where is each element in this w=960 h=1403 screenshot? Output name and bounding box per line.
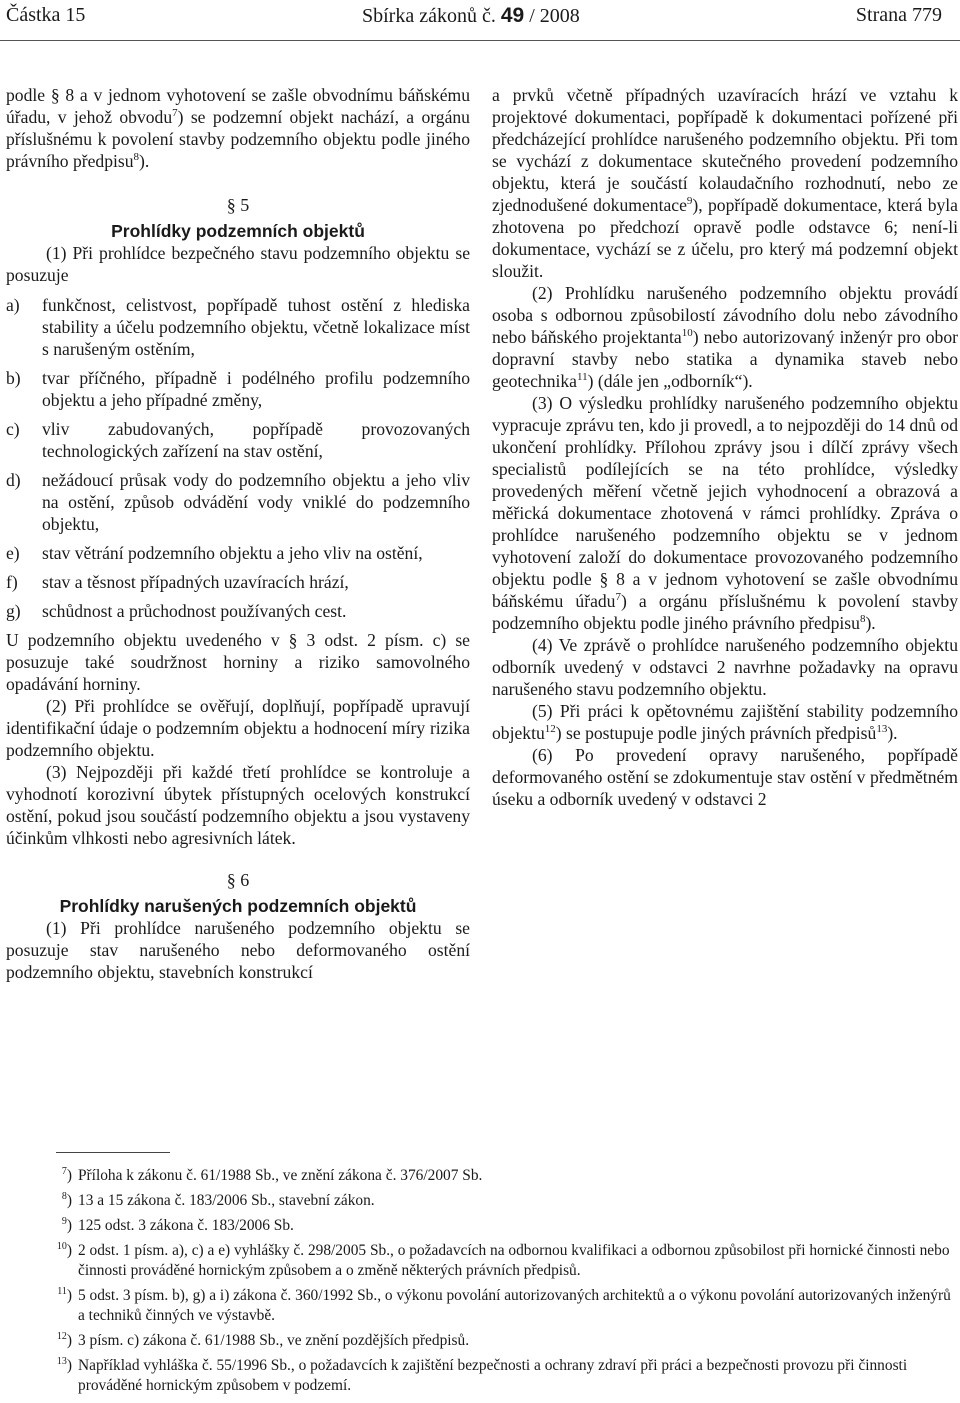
footnote-number: 9 bbox=[61, 1216, 67, 1227]
list-item-label: b) bbox=[6, 368, 21, 388]
left-column bbox=[6, 84, 470, 983]
footnote-number: 8 bbox=[61, 1191, 67, 1202]
footnote bbox=[42, 1166, 960, 1186]
paragraph: (1) Při prohlídce bezpečného stavu podzemního objektu se posuzuje bbox=[6, 243, 470, 285]
intro-paragraph bbox=[6, 84, 470, 172]
paragraph: (1) Při prohlídce narušeného podzemního objektu se posuzuje stav narušeného nebo deformovaného ostění podzemního objektu, stavebních konstrukcí bbox=[6, 918, 470, 982]
footnote bbox=[42, 1241, 960, 1281]
footnote-marker: $^{11}$) bbox=[57, 1286, 72, 1304]
footnote bbox=[42, 1331, 960, 1351]
list-item bbox=[6, 469, 470, 535]
list-item-text: stav větrání podzemního objektu a jeho vliv na ostění, bbox=[42, 543, 423, 563]
text-run: ). bbox=[887, 723, 898, 743]
footnote-marker: $^9$) bbox=[61, 1216, 72, 1234]
footnote-ref: 12 bbox=[544, 723, 556, 735]
right-column bbox=[492, 84, 958, 810]
list-item-text: tvar příčného, případně i podélného profilu podzemního objektu a jeho případné změny, bbox=[42, 368, 470, 410]
footnote bbox=[42, 1356, 960, 1396]
list-item bbox=[6, 542, 470, 564]
footnote bbox=[42, 1286, 960, 1326]
header-page: Strana 779 bbox=[855, 4, 942, 26]
footnote-marker: $^{12}$) bbox=[56, 1331, 72, 1349]
paragraph bbox=[492, 392, 958, 634]
footnote-number: 10 bbox=[56, 1241, 67, 1252]
text-run: ). bbox=[865, 613, 876, 633]
text-run: ) nebo autorizovaný inženýr pro obor dopravní stavby nebo statika a dynamika staveb nebo geotechnika bbox=[492, 327, 958, 391]
list-item-text: vliv zabudovaných, popřípadě provozovaných technologických zařízení na stav ostění, bbox=[42, 419, 470, 461]
list-item-label: c) bbox=[6, 419, 20, 439]
footnote-ref: 7 bbox=[615, 591, 621, 603]
footnote-text: 5 odst. 3 písm. b), g) a i) zákona č. 360/1992 Sb., o výkonu povolání autorizovaných architektů a o výkonu povolání autorizovaných inženýrů a techniků činných ve výstavbě. bbox=[78, 1287, 951, 1324]
page-header bbox=[6, 4, 942, 30]
section-title: Prohlídky podzemních objektů bbox=[111, 221, 365, 241]
header-collection bbox=[362, 4, 580, 28]
footnote bbox=[42, 1191, 960, 1211]
paragraph: U podzemního objektu uvedeného v § 3 odst. 2 písm. c) se posuzuje také soudržnost horniny a riziko samovolného opadávání horniny. bbox=[6, 630, 470, 694]
paragraph: (4) Ve zprávě o prohlídce narušeného podzemního objektu odborník uvedený v odstavci 2 navrhne požadavky na opravu narušeného stavu podzemního objektu. bbox=[492, 635, 958, 699]
header-collection-prefix: Sbírka zákonů č. bbox=[362, 5, 496, 27]
footnote-text: Například vyhláška č. 55/1996 Sb., o požadavcích k zajištění bezpečnosti a ochrany zdraví při práci a bezpečnosti provozu při činnosti prováděné hornickým způsobem v podzemí. bbox=[78, 1357, 908, 1394]
text-run: ). bbox=[139, 151, 150, 171]
footnotes bbox=[42, 1166, 960, 1401]
footnote-number: 13 bbox=[56, 1356, 67, 1367]
list-item-text: schůdnost a průchodnost používaných cest. bbox=[42, 601, 347, 621]
header-part: Částka 15 bbox=[6, 4, 86, 26]
section-heading-5 bbox=[6, 194, 470, 242]
paragraph: (3) Nejpozději při každé třetí prohlídce se kontroluje a vyhodnotí korozivní úbytek přístupných ocelových konstrukcí ostění, pokud jsou součástí podzemního objektu a jsou vystaveny účinkům vlhkosti nebo agresivních látek. bbox=[6, 762, 470, 848]
text-run: ) a orgánu příslušnému k povolení stavby podzemního objektu podle jiného právního předpisu bbox=[492, 591, 958, 633]
footnote-text: 125 odst. 3 zákona č. 183/2006 Sb. bbox=[78, 1217, 294, 1234]
footnote-ref: 11 bbox=[577, 371, 588, 383]
footnote-ref: 9 bbox=[686, 195, 693, 207]
footnote-marker: $^8$) bbox=[61, 1191, 72, 1209]
header-rule bbox=[0, 40, 960, 41]
list-item-label: g) bbox=[6, 601, 21, 621]
header-year: / 2008 bbox=[529, 5, 580, 27]
section-number: § 6 bbox=[226, 870, 250, 890]
footnote-text: 3 písm. c) zákona č. 61/1988 Sb., ve znění pozdějších předpisů. bbox=[78, 1332, 470, 1349]
list-item bbox=[6, 600, 470, 622]
text-run: podle § 8 a v jednom vyhotovení se zašle obvodnímu báňskému úřadu, v jehož obvodu bbox=[6, 85, 470, 127]
list-item bbox=[6, 294, 470, 360]
footnote-text: 2 odst. 1 písm. a), c) a e) vyhlášky č. 298/2005 Sb., o požadavcích na odbornou kvalifikaci a odbornou způsobilost při hornické činnosti nebo činnosti prováděné hornickým způsobem a o změně některých právních předpisů. bbox=[78, 1242, 950, 1279]
footnote-ref: 10 bbox=[681, 327, 693, 339]
footnote-ref: 8 bbox=[133, 151, 140, 163]
footnote-ref: 8 bbox=[859, 613, 866, 625]
paragraph: (2) Při prohlídce se ověřují, doplňují, popřípadě upravují identifikační údaje o podzemním objektu a hodnocení míry rizika podzemního objektu. bbox=[6, 696, 470, 760]
text-run: ) se podzemní objekt nachází, a orgánu příslušnému k povolení stavby podzemního objektu podle jiného právního předpisu bbox=[6, 107, 470, 171]
text-run: a prvků včetně případných uzavíracích hrází ve vztahu k projektové dokumentaci, popřípadě k dokumentaci pořízené při předcházející prohlídce narušeného podzemního objektu. Při tom se vychází z dokumentace skutečného provedení podzemního objektu, která je součástí kolaudačního rozhodnutí, nebo ze zjednodušené dokumentace bbox=[492, 85, 958, 215]
footnote-number: 11 bbox=[57, 1286, 67, 1297]
footnote-marker: $^7$) bbox=[61, 1166, 72, 1184]
footnote-number: 12 bbox=[56, 1331, 67, 1342]
list-item-label: e) bbox=[6, 543, 20, 563]
footnote bbox=[42, 1216, 960, 1236]
list-item-text: nežádoucí průsak vody do podzemního objektu a jeho vliv na ostění, způsob odvádění vody vniklé do podzemního objektu, bbox=[42, 470, 470, 534]
footnote-ref: 13 bbox=[876, 723, 888, 735]
footnote-text: 13 a 15 zákona č. 183/2006 Sb., stavební zákon. bbox=[78, 1192, 375, 1209]
header-issue-number: 49 bbox=[500, 4, 525, 27]
paragraph bbox=[492, 282, 958, 392]
list-item-text: stav a těsnost případných uzavíracích hrází, bbox=[42, 572, 349, 592]
section-heading-6 bbox=[6, 869, 470, 917]
footnote-text: Příloha k zákonu č. 61/1988 Sb., ve znění zákona č. 376/2007 Sb. bbox=[78, 1167, 483, 1184]
list-item-label: d) bbox=[6, 470, 21, 490]
text-run: ), popřípadě dokumentace, která byla zhotovena po předchozí opravě podle odstavce 6; není-li dokumentace, vychází se z účelu, pro který má podzemní objekt sloužit. bbox=[492, 195, 958, 281]
item-list bbox=[6, 294, 470, 622]
list-item-label: a) bbox=[6, 295, 20, 315]
footnote-rule bbox=[56, 1152, 170, 1153]
text-run: (2) Prohlídku narušeného podzemního objektu provádí osoba s odbornou způsobilostí závodního dolu nebo závodního nebo báňského projektanta bbox=[492, 283, 958, 347]
text-run: ) se postupuje podle jiných právních předpisů bbox=[555, 723, 877, 743]
list-item bbox=[6, 367, 470, 411]
text-run: (5) Při práci k opětovnému zajištění stability podzemního objektu bbox=[492, 701, 958, 743]
text-run: ) (dále jen „odborník“). bbox=[587, 371, 753, 391]
list-item-text: funkčnost, celistvost, popřípadě tuhost ostění z hlediska stability a účelu podzemního objektu, včetně lokalizace míst s narušeným ostěním, bbox=[42, 295, 470, 359]
list-item bbox=[6, 571, 470, 593]
footnote-marker: $^{13}$) bbox=[56, 1356, 72, 1374]
text-run: (3) O výsledku prohlídky narušeného podzemního objektu vypracuje zprávu ten, kdo ji provedl, a to nejpozději do 14 dnů od ukončení prohlídky. Přílohou zprávy jsou i dílčí zprávy všech specialistů podílejících se na této prohlídce, výsledky provedených měření včetně jejich vyhodnocení a obrazová a měřická dokumentace zhotovená v rámci prohlídky. Zpráva o prohlídce narušeného podzemního objektu se v jednom vyhotovení založí do dokumentace provozovaného podzemního objektu podle § 8 a v jednom vyhotovení se zašle obvodnímu báňskému úřadu bbox=[492, 393, 958, 611]
footnote-marker: $^{10}$) bbox=[56, 1241, 72, 1259]
footnote-ref: 7 bbox=[172, 107, 178, 119]
paragraph: (6) Po provedení opravy narušeného, popřípadě deformovaného ostění se zdokumentuje stav ostění v předmětném úseku a odborník uvedený v odstavci 2 bbox=[492, 745, 958, 809]
footnote-number: 7 bbox=[61, 1166, 67, 1177]
paragraph bbox=[492, 700, 958, 744]
paragraph bbox=[492, 84, 958, 282]
section-number: § 5 bbox=[226, 195, 250, 215]
list-item bbox=[6, 418, 470, 462]
list-item-label: f) bbox=[6, 572, 18, 592]
section-title: Prohlídky narušených podzemních objektů bbox=[59, 896, 417, 916]
